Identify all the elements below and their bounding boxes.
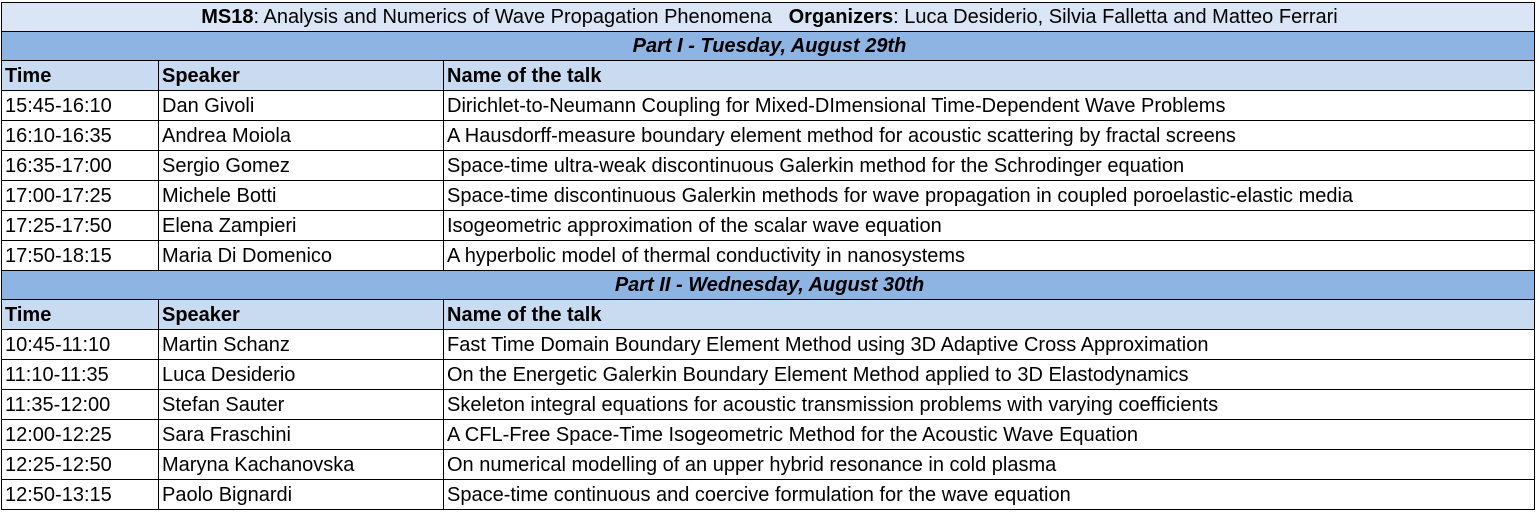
table-row [2,91,1535,121]
speaker-cell: Dan Givoli [159,91,444,121]
time-cell: 11:10-11:35 [2,360,159,390]
talk-title-cell: Fast Time Domain Boundary Element Method using 3D Adaptive Cross Approximation [444,330,1535,360]
time-cell: 15:45-16:10 [2,91,159,121]
time-cell: 12:25-12:50 [2,450,159,480]
talk-title-cell: Isogeometric approximation of the scalar wave equation [444,211,1535,241]
table-row [2,420,1535,450]
speaker-cell: Sara Fraschini [159,420,444,450]
column-header-speaker: Speaker [159,300,444,330]
talk-title-cell: A CFL-Free Space-Time Isogeometric Method for the Acoustic Wave Equation [444,420,1535,450]
talk-title-cell: On the Energetic Galerkin Boundary Element Method applied to 3D Elastodynamics [444,360,1535,390]
column-header-row [2,61,1535,91]
time-cell: 17:50-18:15 [2,241,159,271]
column-header-speaker: Speaker [159,61,444,91]
organizers-label: Organizers [788,6,894,28]
organizers-names: : Luca Desiderio, Silvia Falletta and Matteo Ferrari [893,6,1338,28]
column-header-talk: Name of the talk [444,61,1535,91]
speaker-cell: Luca Desiderio [159,360,444,390]
minisymposium-title [2,3,1535,32]
speaker-cell: Stefan Sauter [159,390,444,420]
part-title: Part I - Tuesday, August 29th [2,32,1535,61]
talk-title-cell: A Hausdorff-measure boundary element method for acoustic scattering by fractal screens [444,121,1535,151]
table-row [2,211,1535,241]
speaker-cell: Maria Di Domenico [159,241,444,271]
time-cell: 12:50-13:15 [2,480,159,510]
column-header-row [2,300,1535,330]
speaker-cell: Sergio Gomez [159,151,444,181]
speaker-cell: Paolo Bignardi [159,480,444,510]
table-row [2,480,1535,510]
time-cell: 16:10-16:35 [2,121,159,151]
column-header-time: Time [2,300,159,330]
talk-title-cell: Dirichlet-to-Neumann Coupling for Mixed-DImensional Time-Dependent Wave Problems [444,91,1535,121]
speaker-cell: Maryna Kachanovska [159,450,444,480]
minisymposium-header-row [2,3,1535,32]
talk-title-cell: Space-time continuous and coercive formulation for the wave equation [444,480,1535,510]
speaker-cell: Andrea Moiola [159,121,444,151]
table-row [2,241,1535,271]
table-row [2,181,1535,211]
table-row [2,151,1535,181]
talk-title-cell: A hyperbolic model of thermal conductivity in nanosystems [444,241,1535,271]
talk-title-cell: Space-time discontinuous Galerkin methods for wave propagation in coupled poroelastic-elastic media [444,181,1535,211]
speaker-cell: Martin Schanz [159,330,444,360]
table-row [2,121,1535,151]
part-header-row [2,32,1535,61]
part-header-row [2,271,1535,300]
column-header-talk: Name of the talk [444,300,1535,330]
speaker-cell: Michele Botti [159,181,444,211]
time-cell: 16:35-17:00 [2,151,159,181]
time-cell: 17:00-17:25 [2,181,159,211]
table-row [2,450,1535,480]
column-header-time: Time [2,61,159,91]
part-title: Part II - Wednesday, August 30th [2,271,1535,300]
table-row [2,330,1535,360]
talk-title-cell: Space-time ultra-weak discontinuous Galerkin method for the Schrodinger equation [444,151,1535,181]
time-cell: 17:25-17:50 [2,211,159,241]
table-row [2,390,1535,420]
time-cell: 11:35-12:00 [2,390,159,420]
time-cell: 12:00-12:25 [2,420,159,450]
time-cell: 10:45-11:10 [2,330,159,360]
table-row [2,360,1535,390]
speaker-cell: Elena Zampieri [159,211,444,241]
talk-title-cell: Skeleton integral equations for acoustic transmission problems with varying coefficients [444,390,1535,420]
schedule-table [1,2,1535,510]
minisymposium-title-text: : Analysis and Numerics of Wave Propagation Phenomena [253,6,772,28]
minisymposium-code: MS18 [201,6,254,28]
talk-title-cell: On numerical modelling of an upper hybrid resonance in cold plasma [444,450,1535,480]
